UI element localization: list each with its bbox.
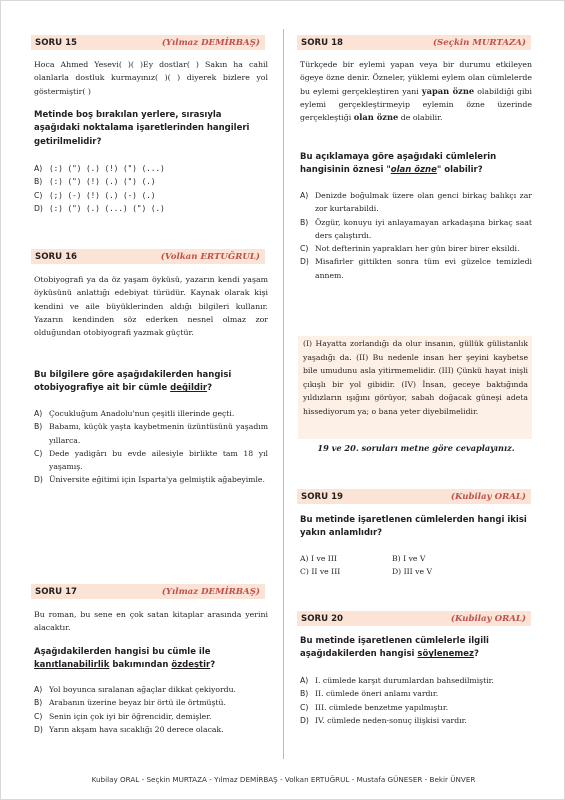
question-16-options (34, 407, 268, 487)
option-b[interactable]: B) Babamı, küçük yaşta kaybetmenin üzüntüsünü yaşadım yıllarca. (34, 422, 268, 445)
question-number: SORU 16 (35, 251, 78, 262)
question-15-stem: Metinde boş bırakılan yerlere, sırasıyla aşağıdaki noktalama işaretlerinden hangileri getirilmelidir? (34, 110, 250, 147)
question-number: SORU 18 (301, 37, 344, 48)
question-author: (Volkan ERTUĞRUL) (160, 251, 260, 262)
question-16-text: Otobiyografi ya da öz yaşam öyküsü, yazarın kendi yaşam öyküsünü anlattığı edebiyat türüdür. Kaynak olarak kişi kendini ve aile büyüklerinden aldığı bilgileri kullanır. Yazarın kendinden söz ederken nesnel olmaz zor olduğundan otobiyografi yazmak güçtür. (34, 275, 268, 338)
option-b[interactable]: B) (:) (") (!) (.) (") (.) (34, 177, 156, 187)
question-number: SORU 17 (35, 586, 78, 597)
question-author: (Seçkin MURTAZA) (432, 37, 526, 48)
column-divider (283, 29, 284, 759)
option-d[interactable]: D) Misafirler gittikten sonra tüm evi güzelce temizledi annem. (300, 257, 532, 280)
option-c[interactable]: C) (;) (-) (!) (.) (-) (.) (34, 190, 156, 200)
option-a[interactable]: A) I. cümlede karşıt durumlardan bahsedilmiştir. (300, 676, 494, 685)
question-author: (Kubilay ORAL) (450, 613, 526, 624)
option-c[interactable]: C) II ve III (300, 566, 341, 576)
option-a[interactable]: A) (:) (") (.) (!) (") (...) (34, 164, 165, 173)
option-d[interactable]: D) Yarın akşam hava sıcaklığı 20 derece olacak. (34, 724, 224, 734)
option-a[interactable]: A) I ve III (300, 554, 337, 563)
option-a[interactable]: A) Denizde boğulmak üzere olan genci birkaç balıkçı zar zor kurtarabildi. (300, 191, 532, 214)
option-c[interactable]: C) III. cümlede benzetme yapılmıştır. (300, 702, 449, 712)
option-a[interactable]: A) Çocukluğum Anadolu'nun çeşitli illerinde geçti. (34, 409, 235, 418)
authors-footer: Kubilay ORAL - Seçkin MURTAZA - Yılmaz DEMİRBAŞ - Volkan ERTUĞRUL - Mustafa GÜNESER - Bekir ÜNVER (91, 775, 476, 784)
option-c[interactable]: C) Senin için çok iyi bir öğrencidir, demişler. (34, 711, 212, 721)
question-17-text: Bu roman, bu sene en çok satan kitaplar arasında yerini alacaktır. (34, 610, 268, 633)
option-d[interactable]: D) IV. cümlede neden-sonuç ilişkisi vardır. (300, 715, 467, 725)
question-18-text: Türkçede bir eylemi yapan veya bir durumu etkileyen ögeye özne denir. Özneler, yüklemi eylem olan cümlelerde bu eylemi gerçekleştiren yani yapan özne olabildiği gibi eylemi gerçekleştirmeyip eylemin özne üzerinde gerçekleştiği olan özne de olabilir. (300, 60, 532, 123)
question-20-stem: Bu metinde işaretlenen cümlelerle ilgili aşağıdakilerden hangisi söylenemez? (300, 636, 489, 660)
reading-passage: (I) Hayatta zorlandığı da olur insanın, güllük gülistanlık yaşadığı da. (II) Bu nedenle insan her şeyini kaybetse bile umudunu asla yitirmemelidir. (III) Çünkü hayat inişli çıkışlı bir yol gibidir. (IV) İnsan, geceye baktığında yıldızların ışığını görüyor, sabah doğacak güneşi adeta hissediyorum ya; o bana yeter diyebilmelidir. (298, 336, 532, 439)
question-20-header (297, 611, 531, 626)
option-b[interactable]: B) Arabanın üzerine beyaz bir örtü ile örtmüştü. (34, 698, 226, 708)
question-number: SORU 20 (301, 613, 344, 624)
option-c[interactable]: C) Not defterinin yaprakları her gün birer birer eksildi. (300, 244, 520, 254)
question-author: (Kubilay ORAL) (450, 491, 526, 502)
option-b[interactable]: B) II. cümlede öneri anlamı vardır. (300, 689, 439, 699)
question-17-header (31, 584, 265, 599)
question-18-header (297, 35, 531, 50)
question-author: (Yılmaz DEMİRBAŞ) (161, 37, 260, 48)
option-b[interactable]: B) Özgür, konuyu iyi anlayamayan arkadaşına birkaç saat ders çalıştırdı. (300, 217, 532, 240)
option-a[interactable]: A) Yol boyunca sıralanan ağaçlar dikkat çekiyordu. (34, 685, 236, 694)
question-number: SORU 15 (35, 37, 78, 48)
question-18-options (300, 189, 532, 282)
question-19-stem: Bu metinde işaretlenen cümlelerden hangi ikisi yakın anlamlıdır? (300, 515, 527, 539)
question-18-stem: Bu açıklamaya göre aşağıdaki cümlelerin hangisinin öznesi "olan özne" olabilir? (300, 152, 497, 176)
question-20-options (300, 674, 532, 727)
question-15-text: Hoca Ahmed Yesevi( )( )Ey dostlar( ) Sakın ha cahil olanlarla dostluk kurmayınız( )( ) diyerek bizlere yol göstermiştir( ) (34, 60, 268, 96)
question-16-header (31, 249, 265, 264)
question-15-header (31, 35, 265, 50)
question-19-header (297, 489, 531, 504)
option-d[interactable]: D) (:) (") (.) (...) (") (.) (34, 203, 165, 213)
option-b[interactable]: B) I ve V (392, 554, 426, 563)
option-d[interactable]: D) III ve V (392, 566, 433, 576)
question-16-stem: Bu bilgilere göre aşağıdakilerden hangisi otobiyografiye ait bir cümle değildir? (34, 370, 232, 394)
option-d[interactable]: D) Üniversite eğitimi için Isparta'ya gelmiştik ağabeyimle. (34, 475, 265, 485)
question-19-options (300, 553, 484, 578)
passage-instruction: 19 ve 20. soruları metne göre cevaplayınız. (317, 443, 515, 453)
question-number: SORU 19 (301, 491, 344, 502)
question-17-options (34, 683, 268, 736)
question-15-options (34, 162, 268, 215)
question-17-stem: Aşağıdakilerden hangisi bu cümle ile kanıtlanabilirlik bakımından özdeştir? (34, 647, 216, 671)
option-c[interactable]: C) Dede yadigârı bu evde ailesiyle birlikte tam 18 yıl yaşamış. (34, 448, 268, 472)
question-author: (Yılmaz DEMİRBAŞ) (161, 586, 260, 597)
